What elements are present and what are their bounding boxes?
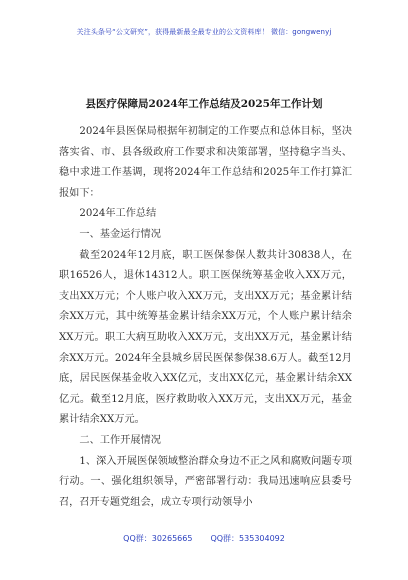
top-banner: 关注头条号“公文研究”，获得最新最全最专业的公文资料库！ 微信：gongwenyj xyxy=(76,28,332,36)
work-paragraph: 1、深入开展医保领域整治群众身边不正之风和腐败问题专项行动。一、强化组织领导，严密部署行动：我局迅速响应县委号召，召开专题党组会，成立专项行动领导小 xyxy=(59,455,352,508)
document-title: 县医疗保障局2024年工作总结及2025年工作计划 xyxy=(85,98,323,110)
intro-paragraph: 2024年县医保局根据年初制定的工作要点和总体目标，坚决落实省、市、县各级政府工作要求和决策部署，坚持稳字当头、稳中求进工作基调，现将2024年工作总结和2025年工作打算汇报如下： xyxy=(59,126,352,199)
document-body xyxy=(59,122,352,513)
section-heading-summary: 2024年工作总结 xyxy=(79,208,157,220)
qq-group-number-2: 535304092 xyxy=(239,534,285,543)
section-heading-fund: 一、基金运行情况 xyxy=(79,228,161,240)
qq-group-label-1: QQ群： xyxy=(123,534,152,543)
qq-group-label-2: QQ群： xyxy=(210,534,240,543)
qq-group-number-1: 30265665 xyxy=(151,534,193,543)
section-heading-work: 二、工作开展情况 xyxy=(79,434,161,446)
bottom-footer xyxy=(0,533,408,544)
fund-paragraph: 截至2024年12月底，职工医保参保人数共计30838人，在职16526人，退休14312人。职工医保统筹基金收入XX万元，支出XX万元；个人账户收入XX万元，支出XX万元；基金累计结余XX万元，其中统筹基金累计结余XX万元，个人账户累计结余XX万元。职工大病互助收入XX万元，支出XX万元，基金累计结余XX万元。2024年全县城乡居民医保参保38.6万人。截至12月底，居民医保基金收入XX亿元，支出XX亿元，基金累计结余XX亿元。截至12月底，医疗救助收入XX万元，支出XX万元，基金累计结余XX万元。 xyxy=(59,249,352,426)
